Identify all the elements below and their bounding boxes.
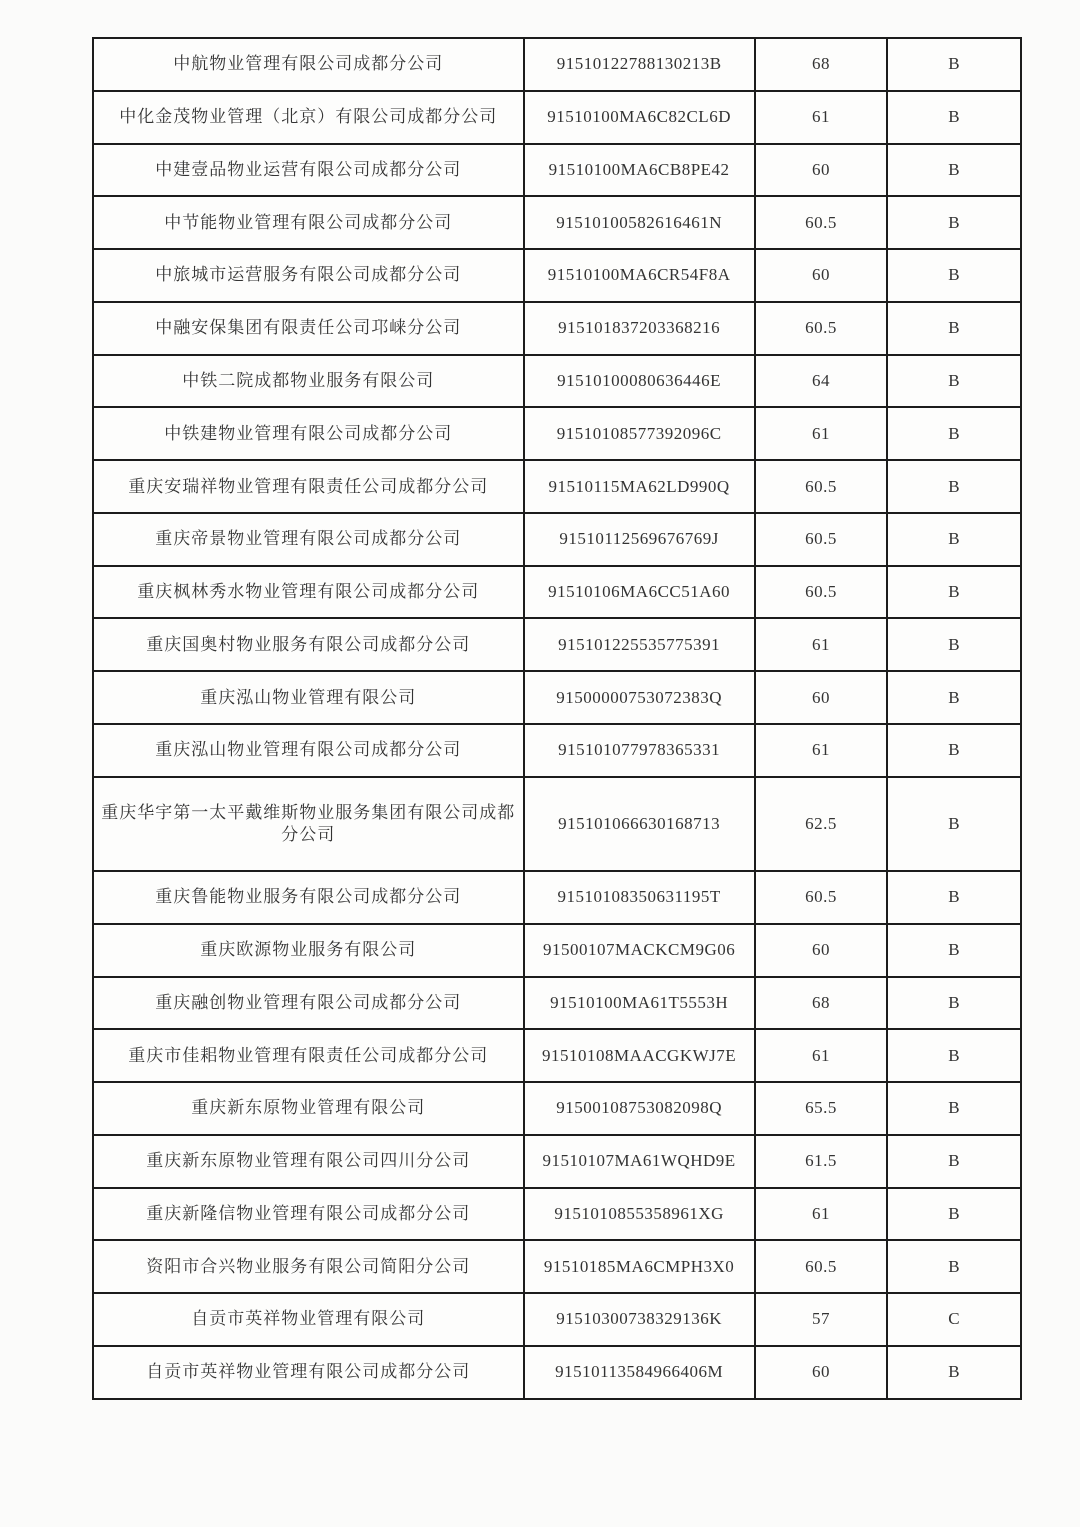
table-row xyxy=(93,977,1021,1030)
table-row xyxy=(93,871,1021,924)
table-row xyxy=(93,1082,1021,1135)
table-row xyxy=(93,196,1021,249)
company-name-cell: 中铁建物业管理有限公司成都分公司 xyxy=(93,407,524,460)
credit-code-cell: 91510100MA6CR54F8A xyxy=(524,249,755,302)
credit-code-cell: 91510108350631195T xyxy=(524,871,755,924)
credit-code-cell: 915101066630168713 xyxy=(524,777,755,871)
credit-code-cell: 91510106MA6CC51A60 xyxy=(524,566,755,619)
company-name-cell: 重庆融创物业管理有限公司成都分公司 xyxy=(93,977,524,1030)
grade-cell: B xyxy=(887,977,1021,1030)
table-row xyxy=(93,724,1021,777)
score-cell: 60.5 xyxy=(755,460,888,513)
credit-code-cell: 91500000753072383Q xyxy=(524,671,755,724)
company-name-cell: 自贡市英祥物业管理有限公司成都分公司 xyxy=(93,1346,524,1399)
table-row xyxy=(93,38,1021,91)
company-name-cell: 资阳市合兴物业服务有限公司简阳分公司 xyxy=(93,1240,524,1293)
grade-cell: B xyxy=(887,566,1021,619)
score-cell: 61.5 xyxy=(755,1135,888,1188)
grade-cell: B xyxy=(887,924,1021,977)
table-row xyxy=(93,1029,1021,1082)
score-cell: 61 xyxy=(755,618,888,671)
credit-code-cell: 9151010855358961XG xyxy=(524,1188,755,1241)
grade-cell: B xyxy=(887,1346,1021,1399)
credit-code-cell: 91510113584966406M xyxy=(524,1346,755,1399)
grade-cell: B xyxy=(887,1188,1021,1241)
table-row xyxy=(93,249,1021,302)
score-cell: 60 xyxy=(755,144,888,197)
score-cell: 60.5 xyxy=(755,871,888,924)
company-name-cell: 重庆帝景物业管理有限公司成都分公司 xyxy=(93,513,524,566)
table-row xyxy=(93,1240,1021,1293)
table-row xyxy=(93,777,1021,871)
company-name-cell: 重庆枫林秀水物业管理有限公司成都分公司 xyxy=(93,566,524,619)
score-cell: 61 xyxy=(755,91,888,144)
grade-cell: B xyxy=(887,196,1021,249)
credit-code-cell: 915101225535775391 xyxy=(524,618,755,671)
company-name-cell: 重庆泓山物业管理有限公司 xyxy=(93,671,524,724)
credit-code-cell: 91510100MA6CB8PE42 xyxy=(524,144,755,197)
company-name-cell: 中融安保集团有限责任公司邛崃分公司 xyxy=(93,302,524,355)
grade-cell: B xyxy=(887,1240,1021,1293)
score-cell: 60 xyxy=(755,924,888,977)
grade-cell: B xyxy=(887,144,1021,197)
grade-cell: B xyxy=(887,513,1021,566)
grade-cell: B xyxy=(887,671,1021,724)
grade-cell: C xyxy=(887,1293,1021,1346)
grade-cell: B xyxy=(887,407,1021,460)
company-name-cell: 中节能物业管理有限公司成都分公司 xyxy=(93,196,524,249)
table-row xyxy=(93,302,1021,355)
grade-cell: B xyxy=(887,38,1021,91)
company-name-cell: 重庆市佳耜物业管理有限责任公司成都分公司 xyxy=(93,1029,524,1082)
company-name-cell: 重庆华宇第一太平戴维斯物业服务集团有限公司成都分公司 xyxy=(93,777,524,871)
score-cell: 65.5 xyxy=(755,1082,888,1135)
score-cell: 68 xyxy=(755,977,888,1030)
grade-cell: B xyxy=(887,249,1021,302)
grade-cell: B xyxy=(887,618,1021,671)
credit-code-cell: 91510100080636446E xyxy=(524,355,755,408)
company-name-cell: 重庆新东原物业管理有限公司四川分公司 xyxy=(93,1135,524,1188)
table-row xyxy=(93,513,1021,566)
table-row xyxy=(93,671,1021,724)
table-row xyxy=(93,566,1021,619)
score-cell: 60.5 xyxy=(755,513,888,566)
grade-cell: B xyxy=(887,724,1021,777)
score-cell: 62.5 xyxy=(755,777,888,871)
table-row xyxy=(93,407,1021,460)
table-row xyxy=(93,924,1021,977)
grade-cell: B xyxy=(887,871,1021,924)
grade-cell: B xyxy=(887,355,1021,408)
score-cell: 64 xyxy=(755,355,888,408)
company-name-cell: 中航物业管理有限公司成都分公司 xyxy=(93,38,524,91)
score-cell: 61 xyxy=(755,407,888,460)
company-name-cell: 重庆安瑞祥物业管理有限责任公司成都分公司 xyxy=(93,460,524,513)
ratings-table xyxy=(92,37,1022,1400)
score-cell: 60.5 xyxy=(755,566,888,619)
credit-code-cell: 91510108MAACGKWJ7E xyxy=(524,1029,755,1082)
credit-code-cell: 91510100MA6C82CL6D xyxy=(524,91,755,144)
table-row xyxy=(93,1135,1021,1188)
credit-code-cell: 91510122788130213B xyxy=(524,38,755,91)
company-name-cell: 重庆国奥村物业服务有限公司成都分公司 xyxy=(93,618,524,671)
company-name-cell: 中化金茂物业管理（北京）有限公司成都分公司 xyxy=(93,91,524,144)
credit-code-cell: 91510300738329136K xyxy=(524,1293,755,1346)
credit-code-cell: 91510185MA6CMPH3X0 xyxy=(524,1240,755,1293)
score-cell: 60.5 xyxy=(755,196,888,249)
score-cell: 61 xyxy=(755,1188,888,1241)
company-name-cell: 重庆欧源物业服务有限公司 xyxy=(93,924,524,977)
table-row xyxy=(93,618,1021,671)
credit-code-cell: 915101077978365331 xyxy=(524,724,755,777)
table-row xyxy=(93,1293,1021,1346)
company-name-cell: 重庆新东原物业管理有限公司 xyxy=(93,1082,524,1135)
table-row xyxy=(93,1188,1021,1241)
grade-cell: B xyxy=(887,91,1021,144)
table-row xyxy=(93,1346,1021,1399)
credit-code-cell: 91510115MA62LD990Q xyxy=(524,460,755,513)
score-cell: 61 xyxy=(755,724,888,777)
table-body xyxy=(93,38,1021,1399)
company-name-cell: 重庆泓山物业管理有限公司成都分公司 xyxy=(93,724,524,777)
score-cell: 61 xyxy=(755,1029,888,1082)
grade-cell: B xyxy=(887,460,1021,513)
table-row xyxy=(93,355,1021,408)
table-row xyxy=(93,91,1021,144)
grade-cell: B xyxy=(887,302,1021,355)
grade-cell: B xyxy=(887,1135,1021,1188)
table-row xyxy=(93,460,1021,513)
credit-code-cell: 915101837203368216 xyxy=(524,302,755,355)
company-name-cell: 中建壹品物业运营有限公司成都分公司 xyxy=(93,144,524,197)
grade-cell: B xyxy=(887,777,1021,871)
company-name-cell: 重庆新隆信物业管理有限公司成都分公司 xyxy=(93,1188,524,1241)
credit-code-cell: 91510108577392096C xyxy=(524,407,755,460)
credit-code-cell: 91500108753082098Q xyxy=(524,1082,755,1135)
credit-code-cell: 91510100582616461N xyxy=(524,196,755,249)
score-cell: 60 xyxy=(755,671,888,724)
score-cell: 60 xyxy=(755,249,888,302)
score-cell: 68 xyxy=(755,38,888,91)
credit-code-cell: 91500107MACKCM9G06 xyxy=(524,924,755,977)
score-cell: 60 xyxy=(755,1346,888,1399)
table-row xyxy=(93,144,1021,197)
company-name-cell: 中铁二院成都物业服务有限公司 xyxy=(93,355,524,408)
credit-code-cell: 91510100MA61T5553H xyxy=(524,977,755,1030)
company-name-cell: 自贡市英祥物业管理有限公司 xyxy=(93,1293,524,1346)
credit-code-cell: 91510107MA61WQHD9E xyxy=(524,1135,755,1188)
score-cell: 60.5 xyxy=(755,302,888,355)
grade-cell: B xyxy=(887,1082,1021,1135)
credit-code-cell: 91510112569676769J xyxy=(524,513,755,566)
company-name-cell: 重庆鲁能物业服务有限公司成都分公司 xyxy=(93,871,524,924)
score-cell: 60.5 xyxy=(755,1240,888,1293)
grade-cell: B xyxy=(887,1029,1021,1082)
score-cell: 57 xyxy=(755,1293,888,1346)
company-name-cell: 中旅城市运营服务有限公司成都分公司 xyxy=(93,249,524,302)
